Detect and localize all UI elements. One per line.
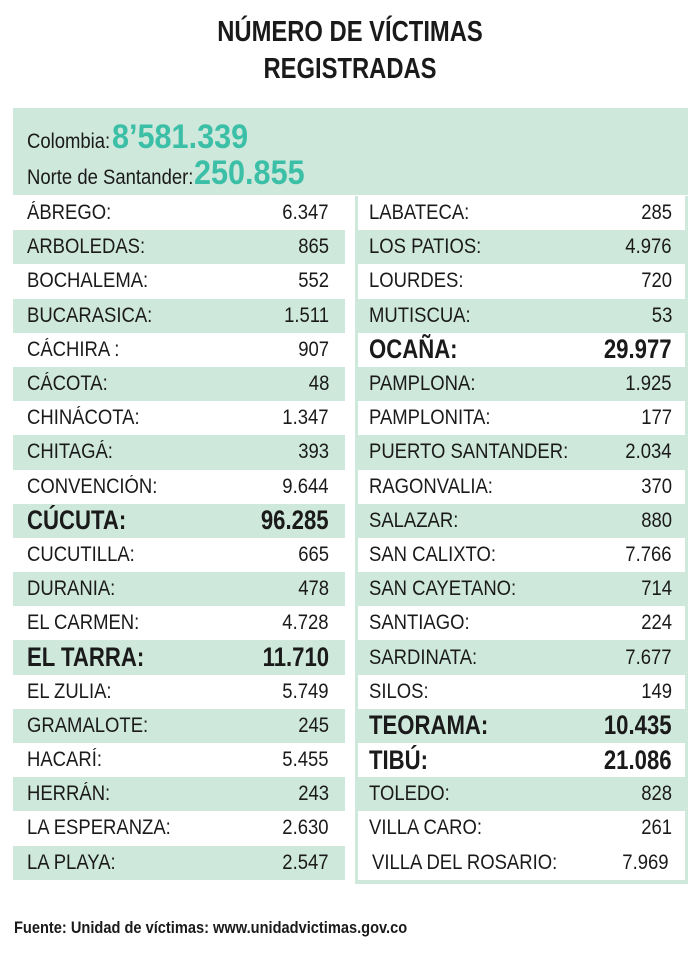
victim-count: 865	[298, 235, 329, 259]
victim-count: 6.347	[282, 201, 329, 225]
norte-value: 250.855	[194, 154, 305, 192]
municipality-name: VILLA CARO:	[369, 816, 482, 840]
municipality-name: ÁBREGO:	[27, 201, 112, 225]
table-row	[355, 435, 688, 469]
municipality-name: CÁCOTA:	[27, 372, 108, 396]
table-column-right	[355, 196, 688, 884]
victim-count: 720	[641, 269, 672, 293]
table-row	[13, 401, 345, 435]
municipality-name: BOCHALEMA:	[27, 269, 149, 293]
municipality-name: GRAMALOTE:	[27, 713, 149, 737]
victim-count: 7.677	[625, 645, 672, 669]
municipality-name: CONVENCIÓN:	[27, 474, 158, 498]
table-row	[358, 196, 685, 230]
table-row	[13, 640, 345, 674]
table-row	[358, 538, 685, 572]
municipality-name: LA ESPERANZA:	[27, 816, 171, 840]
victim-count: 828	[641, 782, 672, 806]
municipality-name: LA PLAYA:	[27, 850, 116, 874]
victim-count: 243	[298, 782, 329, 806]
victim-count: 10.435	[604, 710, 672, 741]
colombia-label: Colombia:	[27, 130, 111, 153]
municipality-name: CÁCHIRA :	[27, 337, 120, 361]
municipality-name: EL CARMEN:	[27, 611, 140, 635]
table-row	[358, 264, 685, 298]
title-line-1: NÚMERO DE VÍCTIMAS	[217, 16, 483, 48]
municipality-name: SANTIAGO:	[369, 611, 470, 635]
victim-count: 665	[298, 542, 329, 566]
victim-count: 53	[651, 303, 672, 327]
table-row	[13, 230, 345, 264]
table-row	[355, 299, 688, 333]
table-row	[13, 470, 345, 504]
victim-count: 478	[298, 577, 329, 601]
victim-count: 5.749	[282, 679, 329, 703]
summary-box	[13, 108, 688, 195]
victim-count: 552	[298, 269, 329, 293]
victim-count: 1.925	[625, 372, 672, 396]
municipality-name: EL ZULIA:	[27, 679, 112, 703]
table-row	[358, 401, 685, 435]
table-row	[358, 675, 685, 709]
victim-count: 4.728	[282, 611, 329, 635]
victim-count: 149	[641, 679, 672, 703]
victim-count: 9.644	[282, 474, 329, 498]
chart-title	[63, 14, 637, 88]
municipality-name: SALAZAR:	[369, 508, 459, 532]
municipality-name: HACARÍ:	[27, 748, 102, 772]
municipality-name: SAN CALIXTO:	[369, 542, 497, 566]
municipality-name: LABATECA:	[369, 201, 470, 225]
victim-count: 7.969	[622, 850, 669, 874]
municipality-name: CÚCUTA:	[27, 505, 127, 536]
victim-count: 370	[641, 474, 672, 498]
table-row	[355, 777, 688, 811]
victim-count: 2.034	[625, 440, 672, 464]
victim-count: 245	[298, 713, 329, 737]
norte-label: Norte de Santander:	[27, 166, 194, 189]
table-row	[355, 572, 688, 606]
table-row	[13, 196, 345, 230]
victim-count: 48	[308, 372, 329, 396]
table-row	[13, 846, 345, 880]
table-row	[355, 709, 688, 743]
victim-count: 7.766	[625, 542, 672, 566]
municipality-name: CUCUTILLA:	[27, 542, 135, 566]
victim-count: 1.511	[284, 303, 329, 327]
municipality-name: PAMPLONITA:	[369, 406, 491, 430]
table-row	[355, 640, 688, 674]
victim-count: 393	[298, 440, 329, 464]
table-row	[13, 333, 345, 367]
table-row	[358, 606, 685, 640]
table-row	[13, 743, 345, 777]
table-row	[13, 675, 345, 709]
table-row	[13, 709, 345, 743]
table-row	[358, 743, 685, 777]
table-row	[13, 572, 345, 606]
victim-count: 285	[641, 201, 672, 225]
victim-count: 5.455	[282, 748, 329, 772]
table-row	[13, 435, 345, 469]
municipality-name: HERRÁN:	[27, 782, 111, 806]
table-row	[355, 504, 688, 538]
table-row	[355, 367, 688, 401]
table-row	[13, 777, 345, 811]
victim-count: 177	[641, 406, 672, 430]
table-row	[358, 811, 685, 845]
victim-count: 2.630	[282, 816, 329, 840]
table-column-left	[13, 196, 345, 880]
victim-count: 880	[641, 508, 672, 532]
municipality-name: SARDINATA:	[369, 645, 478, 669]
victim-count: 29.977	[604, 334, 672, 365]
colombia-line	[27, 118, 688, 154]
municipality-name: VILLA DEL ROSARIO:	[372, 850, 558, 874]
victim-count: 21.086	[604, 744, 672, 775]
table-row	[358, 333, 685, 367]
victim-count: 261	[641, 816, 672, 840]
victim-count: 1.347	[282, 406, 329, 430]
table-row	[358, 846, 685, 880]
table-row	[13, 367, 345, 401]
municipality-name: MUTISCUA:	[369, 303, 471, 327]
municipality-name: LOURDES:	[369, 269, 464, 293]
municipality-name: PAMPLONA:	[369, 372, 476, 396]
table-row	[13, 811, 345, 845]
title-line-2: REGISTRADAS	[263, 53, 437, 85]
source-note: Fuente: Unidad de víctimas: www.unidadvictimas.gov.co	[14, 918, 408, 937]
table-row	[13, 504, 345, 538]
municipality-name: PUERTO SANTANDER:	[369, 440, 569, 464]
table-row	[358, 470, 685, 504]
municipality-name: TIBÚ:	[369, 744, 429, 775]
municipality-name: RAGONVALIA:	[369, 474, 493, 498]
municipality-name: OCAÑA:	[369, 334, 458, 365]
municipality-name: SAN CAYETANO:	[369, 577, 517, 601]
table-row	[13, 606, 345, 640]
victim-count: 2.547	[282, 850, 329, 874]
colombia-value: 8’581.339	[111, 118, 248, 156]
municipality-name: BUCARASICA:	[27, 303, 153, 327]
municipality-name: ARBOLEDAS:	[27, 235, 146, 259]
table-row	[13, 538, 345, 572]
municipality-name: LOS PATIOS:	[369, 235, 482, 259]
table-row	[13, 299, 345, 333]
municipality-name: CHINÁCOTA:	[27, 406, 140, 430]
municipality-name: CHITAGÁ:	[27, 440, 113, 464]
victim-count: 907	[298, 337, 329, 361]
victim-count: 224	[641, 611, 672, 635]
municipality-name: TOLEDO:	[369, 782, 450, 806]
municipality-name: DURANIA:	[27, 577, 116, 601]
victim-count: 714	[641, 577, 672, 601]
municipality-name: TEORAMA:	[369, 710, 489, 741]
victim-count: 4.976	[625, 235, 672, 259]
table-row	[13, 264, 345, 298]
victim-count: 96.285	[261, 505, 329, 536]
table-row	[355, 230, 688, 264]
municipality-name: EL TARRA:	[27, 642, 145, 673]
victim-count: 11.710	[262, 642, 329, 673]
norte-line	[27, 154, 688, 190]
municipality-name: SILOS:	[369, 679, 429, 703]
